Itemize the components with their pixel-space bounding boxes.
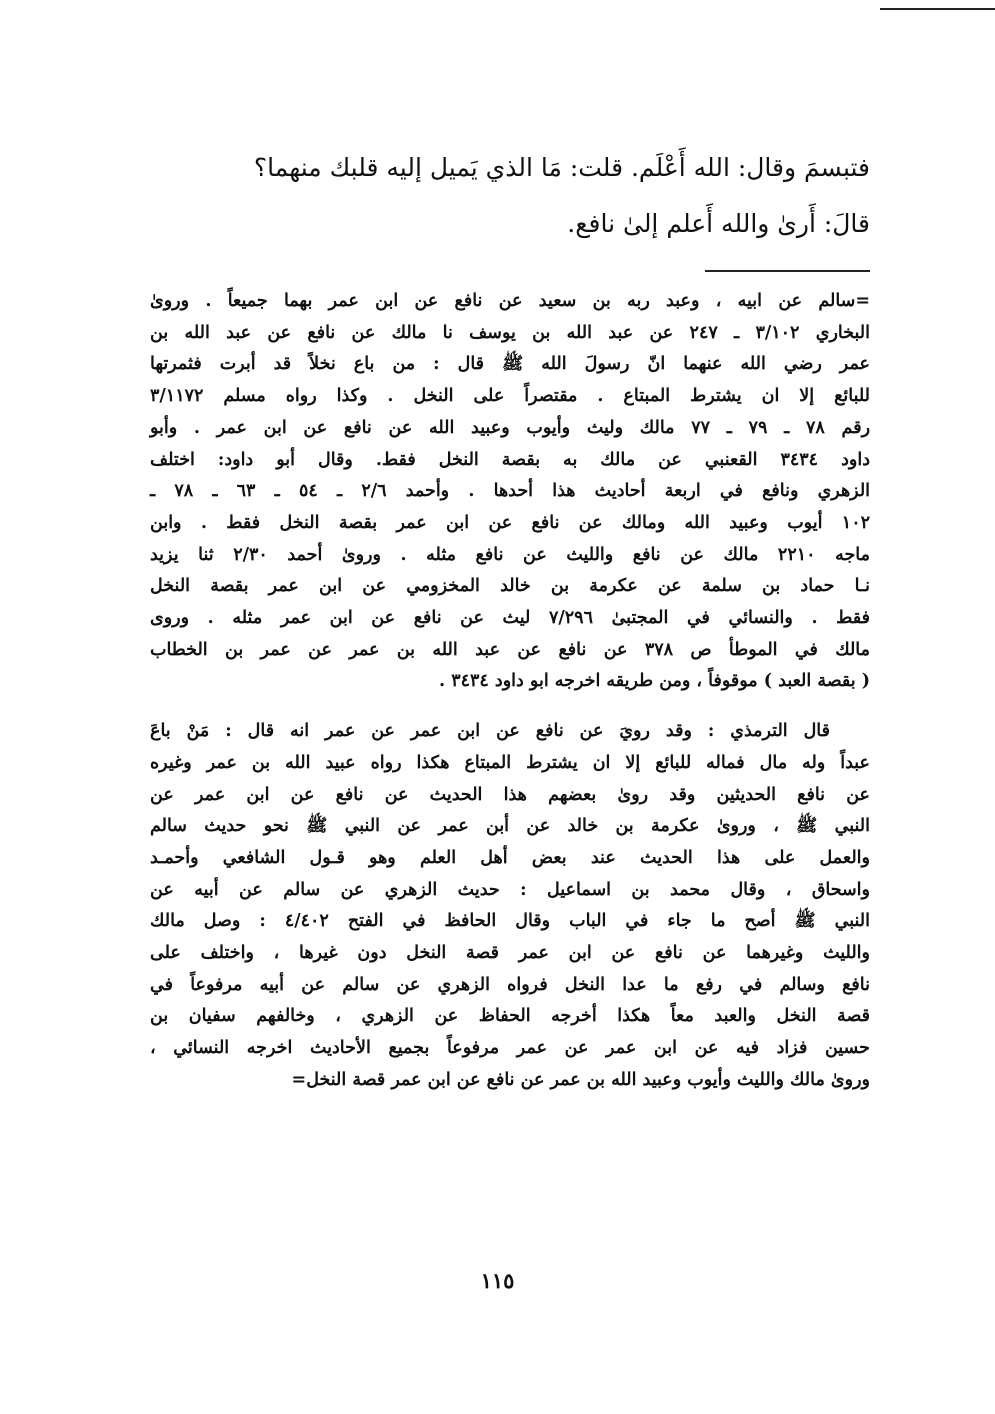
footnote-line: ( بقصة العبد ) موقوفاً ، ومن طريقه اخرجه ابو داود ٣٤٣٤ . [439, 671, 870, 692]
footnote-line: عن نافع الحديثين وقد روىٰ بعضهم هذا الحديث عن نافع عن ابن عمر عن [150, 784, 870, 805]
footnote-line: البخاري ٣/١٠٢ ـ ٢٤٧ عن عبد الله بن يوسف نا مالك عن نافع عن عبد الله بن [150, 322, 870, 343]
footnote-line: نافع وسالم في رفع ما عدا النخل فرواه الزهري عن سالم عن أبيه مرفوعاً في [150, 974, 870, 995]
main-text [150, 140, 870, 252]
footnote-line: ماجه ٢٢١٠ مالك عن نافع والليث عن نافع مثله . وروىٰ أحمد ٢/٣٠ ثنا يزيد [150, 544, 870, 565]
footnote-line: الزهري ونافع في اربعة أحاديث هذا أحدها . وأحمد ٢/٦ ـ ٥٤ ـ ٦٣ ـ ٧٨ ـ [150, 481, 871, 502]
footnote-line: =سالم عن ابيه ، وعبد ربه بن سعيد عن نافع عن ابن عمر بهما جميعاً . وروىٰ [150, 291, 870, 311]
footnote-line: داود ٣٤٣٤ القعنبي عن مالك به بقصة النخل فقط. وقال أبو داود: اختلف [150, 449, 870, 470]
page-content [150, 140, 870, 1097]
corner-scan-mark [880, 8, 995, 10]
footnotes [150, 286, 870, 1097]
footnote-line: قصة النخل والعبد معاً هكذا أخرجه الحفاظ عن الزهري ، وخالفهم سفيان بن [150, 1006, 870, 1027]
footnote-line: النبي ﷺ ، وروىٰ عكرمة بن خالد عن أبن عمر عن النبي ﷺ نحو حديث سالم [150, 816, 870, 837]
footnote-separator [705, 270, 870, 272]
main-text-line-2: قالَ: أَرىٰ والله أَعلم إلىٰ نافع. [567, 209, 870, 238]
footnote-line: والعمل على هذا الحديث عند بعض أهل العلم وهو قـول الشافعي وأحمـد [150, 847, 870, 868]
footnote-line: النبي ﷺ أصح ما جاء في الباب وقال الحافظ في الفتح ٤/٤٠٢ : وصل مالك [150, 911, 870, 932]
footnote-line: والليث وغيرهما عن نافع عن ابن عمر قصة النخل دون غيرها ، واختلف على [150, 943, 870, 964]
footnote-line: ١٠٢ أيوب وعبيد الله ومالك عن نافع عن ابن عمر بقصة النخل فقط . وابن [150, 512, 870, 533]
main-text-line-1: فتبسمَ وقال: الله أَعْلَم. قلت: مَا الذي يَميل إليه قلبك منهما؟ [253, 153, 870, 182]
footnote-tirmidhi [150, 716, 870, 1096]
footnote-line: قال الترمذي : وقد رويَ عن نافع عن ابن عمر عن عمر انه قال : مَنْ باعَ [150, 721, 830, 742]
footnote-line: نـا حماد بن سلمة عن عكرمة بن خالد المخزومي عن ابن عمر بقصة النخل [150, 576, 870, 597]
footnote-line: مالك في الموطأ ص ٣٧٨ عن نافع عن عبد الله بن عمر عن عمر بن الخطاب [150, 639, 870, 660]
footnote-line: عمر رضي الله عنهما انّ رسولَ الله ﷺ قال : من باع نخلاً قد أبرت فثمرتها [150, 354, 870, 375]
footnote-line: عبداً وله مال فماله للبائع إلا ان يشترط المبتاع هكذا رواه عبيد الله بن عمر وغيره [150, 752, 870, 773]
footnote-line: فقط . والنسائي في المجتبىٰ ٧/٢٩٦ ليث عن نافع عن ابن عمر مثله . وروى [150, 608, 871, 629]
footnote-continued [150, 286, 870, 698]
footnote-line: وروىٰ مالك والليث وأيوب وعبيد الله بن عمر عن نافع عن ابن عمر قصة النخل= [291, 1069, 870, 1090]
footnote-line: رقم ٧٨ ـ ٧٩ ـ ٧٧ مالك وليث وأيوب وعبيد الله عن نافع عن ابن عمر . وأبو [150, 417, 871, 438]
footnote-line: حسين فزاد فيه عن ابن عمر عن عمر مرفوعاً بجميع الأحاديث اخرجه النسائي ، [150, 1038, 870, 1059]
footnote-line: للبائع إلا ان يشترط المبتاع . مقتصراً على النخل . وكذا رواه مسلم ٣/١١٧٢ [150, 386, 870, 407]
footnote-line: واسحاق ، وقال محمد بن اسماعيل : حديث الزهري عن سالم عن أبيه عن [150, 879, 870, 900]
page-number: ١١٥ [480, 1268, 515, 1293]
